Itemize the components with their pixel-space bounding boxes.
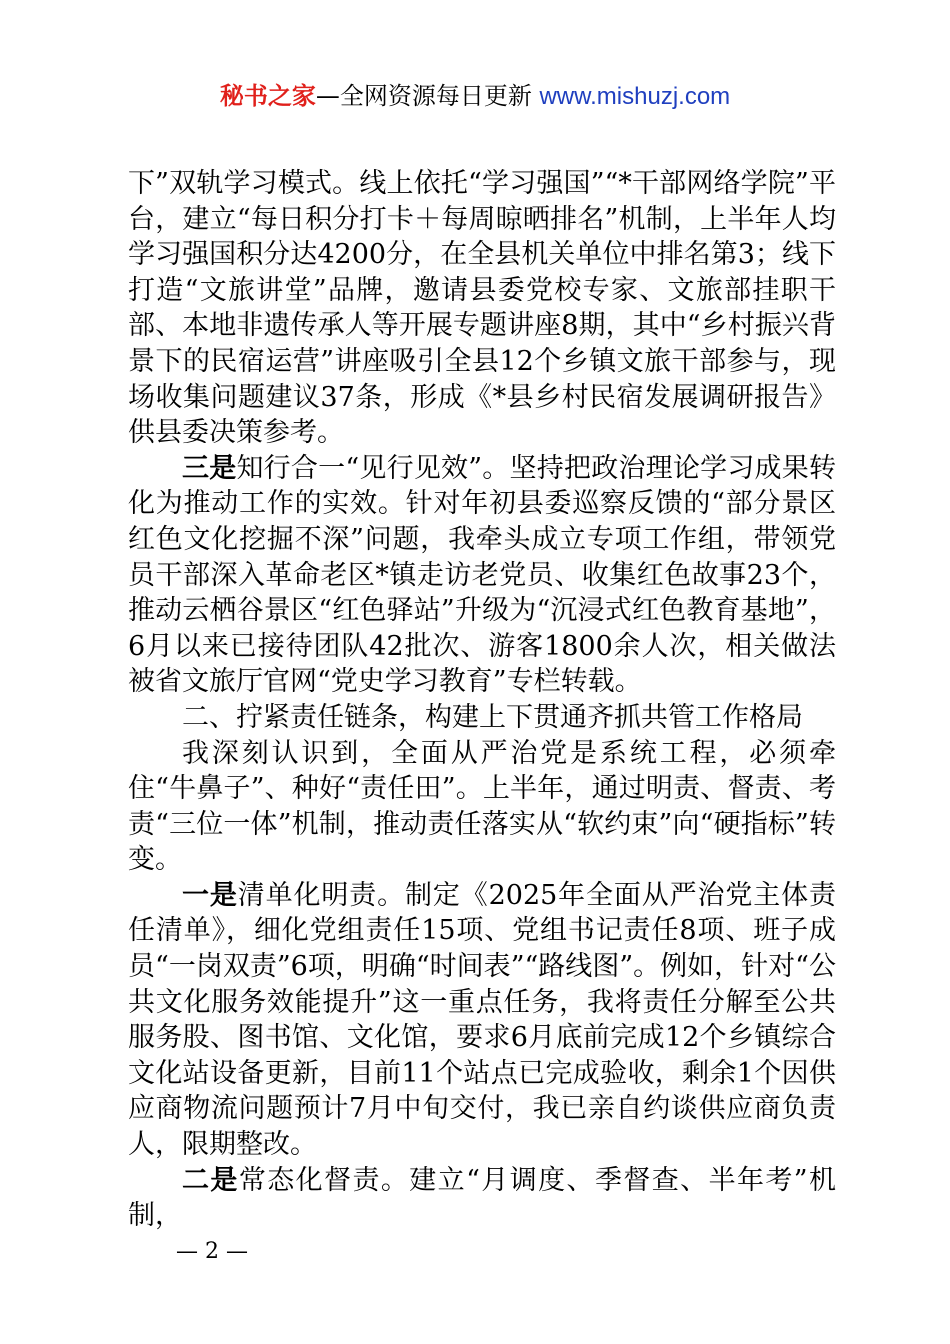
paragraph-text: 常态化督责。建立“月调度、季督查、半年考”机制， (128, 1164, 837, 1232)
paragraph-continuation (128, 166, 836, 451)
site-header (0, 78, 950, 115)
paragraph-point-one (128, 878, 836, 1163)
section-heading (128, 700, 836, 736)
paragraph-text: 我深刻认识到，全面从严治党是系统工程，必须牵住“牛鼻子”、种好“责任田”。上半年，通过明责、督责、考责“三位一体”机制，推动责任落实从“软约束”向“硬指标”转变。 (128, 737, 836, 876)
site-tagline: —全网资源每日更新 (315, 82, 540, 110)
paragraph-lead: 二是 (182, 1164, 239, 1196)
paragraph-text: 下”双轨学习模式。线上依托“学习强国”“*干部网络学院”平台，建立“每日积分打卡＋每周晾晒排名”机制，上半年人均学习强国积分达4200分，在全县机关单位中排名第3；线下打造“文旅讲堂”品牌，邀请县委党校专家、文旅部挂职干部、本地非遗传承人等开展专题讲座8期，其中“乡村振兴背景下的民宿运营”讲座吸引全县12个乡镇文旅干部参与，现场收集问题建议37条，形成《*县乡村民宿发展调研报告》供县委决策参考。 (128, 168, 836, 449)
paragraph-point-two (128, 1163, 836, 1234)
document-body (128, 166, 836, 1234)
paragraph-text: 清单化明责。制定《2025年全面从严治党主体责任清单》，细化党组责任15项、党组书记责任8项、班子成员“一岗双责”6项，明确“时间表”“路线图”。例如，针对“公共文化服务效能提升”这一重点任务，我将责任分解至公共服务股、图书馆、文化馆，要求6月底前完成12个乡镇综合文化站设备更新，目前11个站点已完成验收，剩余1个因供应商物流问题预计7月中旬交付，我已亲自约谈供应商负责人，限期整改。 (128, 879, 837, 1161)
site-url-link[interactable]: www.mishuzj.com (539, 83, 731, 110)
paragraph-lead: 三是 (182, 452, 237, 484)
page-number: — 2 — (176, 1239, 248, 1264)
paragraph-section-intro (128, 736, 836, 878)
section-heading-text: 二、拧紧责任链条，构建上下贯通齐抓共管工作格局 (182, 701, 803, 733)
site-brand: 秘书之家 (219, 82, 316, 110)
paragraph-text: 知行合一“见行见效”。坚持把政治理论学习成果转化为推动工作的实效。针对年初县委巡察反馈的“部分景区红色文化挖掘不深”问题，我牵头成立专项工作组，带领党员干部深入革命老区*镇走访老党员、收集红色故事23个，推动云栖谷景区“红色驿站”升级为“沉浸式红色教育基地”，6月以来已接待团队42批次、游客1800余人次，相关做法被省文旅厅官网“党史学习教育”专栏转载。 (128, 452, 836, 698)
paragraph-point-three (128, 451, 836, 700)
paragraph-lead: 一是 (182, 879, 238, 911)
